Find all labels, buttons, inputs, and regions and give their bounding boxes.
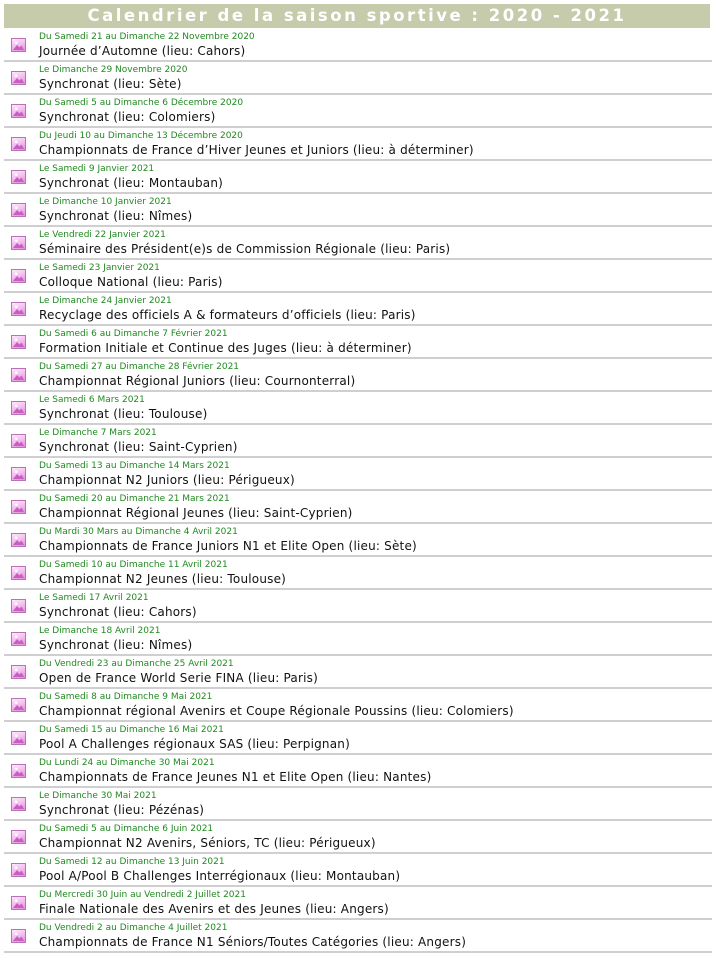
event-name: Synchronat (lieu: Nîmes) [39, 638, 193, 652]
event-name: Recyclage des officiels A & formateurs d’officiels (lieu: Paris) [39, 308, 416, 322]
event-photo-icon[interactable] [11, 269, 26, 283]
event-photo-icon[interactable] [11, 830, 26, 844]
event-row[interactable] [4, 425, 712, 458]
event-photo-icon[interactable] [11, 797, 26, 811]
image-glyph-icon [13, 40, 24, 50]
event-date: Du Samedi 12 au Dimanche 13 Juin 2021 [39, 857, 225, 867]
event-name: Synchronat (lieu: Toulouse) [39, 407, 208, 421]
event-row[interactable] [4, 62, 712, 95]
event-row[interactable] [4, 557, 712, 590]
event-photo-icon[interactable] [11, 533, 26, 547]
event-date: Le Dimanche 10 Janvier 2021 [39, 197, 172, 207]
event-name: Championnat N2 Jeunes (lieu: Toulouse) [39, 572, 287, 586]
image-glyph-icon [13, 106, 24, 116]
event-photo-icon[interactable] [11, 401, 26, 415]
event-photo-icon[interactable] [11, 170, 26, 184]
event-row[interactable] [4, 689, 712, 722]
event-date: Du Samedi 10 au Dimanche 11 Avril 2021 [39, 560, 228, 570]
event-date: Du Samedi 21 au Dimanche 22 Novembre 2020 [39, 32, 255, 42]
image-glyph-icon [13, 370, 24, 380]
event-row[interactable] [4, 392, 712, 425]
event-row[interactable] [4, 491, 712, 524]
image-glyph-icon [13, 667, 24, 677]
event-row[interactable] [4, 920, 712, 953]
event-photo-icon[interactable] [11, 467, 26, 481]
image-glyph-icon [13, 469, 24, 479]
event-photo-icon[interactable] [11, 203, 26, 217]
image-glyph-icon [13, 139, 24, 149]
event-date: Du Mardi 30 Mars au Dimanche 4 Avril 2021 [39, 527, 238, 537]
image-glyph-icon [13, 403, 24, 413]
event-row[interactable] [4, 854, 712, 887]
event-date: Du Jeudi 10 au Dimanche 13 Décembre 2020 [39, 131, 243, 141]
event-date: Du Mercredi 30 Juin au Vendredi 2 Juillet 2021 [39, 890, 246, 900]
event-name: Séminaire des Président(e)s de Commission Régionale (lieu: Paris) [39, 242, 451, 256]
event-photo-icon[interactable] [11, 71, 26, 85]
event-name: Synchronat (lieu: Cahors) [39, 605, 197, 619]
event-photo-icon[interactable] [11, 434, 26, 448]
event-date: Le Dimanche 24 Janvier 2021 [39, 296, 172, 306]
image-glyph-icon [13, 733, 24, 743]
event-name: Formation Initiale et Continue des Juges (lieu: à déterminer) [39, 341, 412, 355]
event-row[interactable] [4, 623, 712, 656]
event-photo-icon[interactable] [11, 566, 26, 580]
event-name: Synchronat (lieu: Nîmes) [39, 209, 193, 223]
event-date: Du Samedi 8 au Dimanche 9 Mai 2021 [39, 692, 213, 702]
event-row[interactable] [4, 524, 712, 557]
event-name: Championnats de France d’Hiver Jeunes et Juniors (lieu: à déterminer) [39, 143, 474, 157]
event-date: Le Dimanche 30 Mai 2021 [39, 791, 157, 801]
event-row[interactable] [4, 161, 712, 194]
image-glyph-icon [13, 634, 24, 644]
event-row[interactable] [4, 29, 712, 62]
event-date: Le Dimanche 7 Mars 2021 [39, 428, 157, 438]
event-date: Du Samedi 27 au Dimanche 28 Février 2021 [39, 362, 240, 372]
image-glyph-icon [13, 337, 24, 347]
event-name: Synchronat (lieu: Colomiers) [39, 110, 216, 124]
event-photo-icon[interactable] [11, 929, 26, 943]
page-title: Calendrier de la saison sportive : 2020 - 2021 [4, 4, 710, 28]
event-date: Du Samedi 6 au Dimanche 7 Février 2021 [39, 329, 228, 339]
event-photo-icon[interactable] [11, 698, 26, 712]
image-glyph-icon [13, 898, 24, 908]
event-row[interactable] [4, 590, 712, 623]
event-date: Le Dimanche 29 Novembre 2020 [39, 65, 188, 75]
event-name: Synchronat (lieu: Montauban) [39, 176, 224, 190]
event-row[interactable] [4, 128, 712, 161]
event-name: Journée d’Automne (lieu: Cahors) [39, 44, 246, 58]
event-list [4, 29, 712, 953]
image-glyph-icon [13, 535, 24, 545]
image-glyph-icon [13, 865, 24, 875]
event-photo-icon[interactable] [11, 368, 26, 382]
event-photo-icon[interactable] [11, 137, 26, 151]
event-row[interactable] [4, 656, 712, 689]
event-row[interactable] [4, 458, 712, 491]
event-date: Le Samedi 23 Janvier 2021 [39, 263, 160, 273]
event-row[interactable] [4, 293, 712, 326]
event-photo-icon[interactable] [11, 236, 26, 250]
event-name: Pool A Challenges régionaux SAS (lieu: Perpignan) [39, 737, 350, 751]
event-row[interactable] [4, 359, 712, 392]
event-name: Finale Nationale des Avenirs et des Jeunes (lieu: Angers) [39, 902, 389, 916]
image-glyph-icon [13, 238, 24, 248]
event-name: Championnat N2 Avenirs, Séniors, TC (lieu: Périgueux) [39, 836, 376, 850]
image-glyph-icon [13, 832, 24, 842]
event-row[interactable] [4, 722, 712, 755]
event-photo-icon[interactable] [11, 104, 26, 118]
event-row[interactable] [4, 821, 712, 854]
event-date: Du Samedi 20 au Dimanche 21 Mars 2021 [39, 494, 230, 504]
image-glyph-icon [13, 172, 24, 182]
event-date: Du Samedi 13 au Dimanche 14 Mars 2021 [39, 461, 230, 471]
event-photo-icon[interactable] [11, 764, 26, 778]
event-row[interactable] [4, 326, 712, 359]
event-photo-icon[interactable] [11, 863, 26, 877]
event-photo-icon[interactable] [11, 500, 26, 514]
event-name: Championnat Régional Jeunes (lieu: Saint-Cyprien) [39, 506, 353, 520]
event-row[interactable] [4, 194, 712, 227]
image-glyph-icon [13, 304, 24, 314]
event-name: Championnat régional Avenirs et Coupe Régionale Poussins (lieu: Colomiers) [39, 704, 514, 718]
event-name: Championnat Régional Juniors (lieu: Cournonterral) [39, 374, 356, 388]
event-date: Le Samedi 6 Mars 2021 [39, 395, 145, 405]
event-name: Pool A/Pool B Challenges Interrégionaux (lieu: Montauban) [39, 869, 401, 883]
event-row[interactable] [4, 887, 712, 920]
image-glyph-icon [13, 568, 24, 578]
event-date: Le Dimanche 18 Avril 2021 [39, 626, 161, 636]
event-name: Championnats de France N1 Séniors/Toutes Catégories (lieu: Angers) [39, 935, 467, 949]
event-photo-icon[interactable] [11, 38, 26, 52]
event-photo-icon[interactable] [11, 632, 26, 646]
event-date: Du Vendredi 2 au Dimanche 4 Juillet 2021 [39, 923, 228, 933]
event-name: Championnat N2 Juniors (lieu: Périgueux) [39, 473, 295, 487]
image-glyph-icon [13, 502, 24, 512]
image-glyph-icon [13, 766, 24, 776]
event-photo-icon[interactable] [11, 731, 26, 745]
event-name: Championnats de France Jeunes N1 et Elite Open (lieu: Nantes) [39, 770, 432, 784]
event-photo-icon[interactable] [11, 335, 26, 349]
event-row[interactable] [4, 260, 712, 293]
image-glyph-icon [13, 931, 24, 941]
event-name: Synchronat (lieu: Saint-Cyprien) [39, 440, 238, 454]
event-date: Du Lundi 24 au Dimanche 30 Mai 2021 [39, 758, 215, 768]
image-glyph-icon [13, 271, 24, 281]
event-row[interactable] [4, 788, 712, 821]
image-glyph-icon [13, 73, 24, 83]
image-glyph-icon [13, 436, 24, 446]
event-date: Du Samedi 5 au Dimanche 6 Juin 2021 [39, 824, 214, 834]
image-glyph-icon [13, 205, 24, 215]
event-photo-icon[interactable] [11, 302, 26, 316]
event-date: Du Vendredi 23 au Dimanche 25 Avril 2021 [39, 659, 234, 669]
event-name: Championnats de France Juniors N1 et Elite Open (lieu: Sète) [39, 539, 417, 553]
event-date: Le Vendredi 22 Janvier 2021 [39, 230, 166, 240]
event-date: Du Samedi 15 au Dimanche 16 Mai 2021 [39, 725, 224, 735]
event-photo-icon[interactable] [11, 599, 26, 613]
image-glyph-icon [13, 799, 24, 809]
event-name: Open de France World Serie FINA (lieu: Paris) [39, 671, 318, 685]
image-glyph-icon [13, 700, 24, 710]
event-row[interactable] [4, 95, 712, 128]
event-photo-icon[interactable] [11, 665, 26, 679]
event-row[interactable] [4, 227, 712, 260]
event-name: Synchronat (lieu: Sète) [39, 77, 182, 91]
image-glyph-icon [13, 601, 24, 611]
event-photo-icon[interactable] [11, 896, 26, 910]
event-name: Colloque National (lieu: Paris) [39, 275, 223, 289]
event-date: Le Samedi 17 Avril 2021 [39, 593, 149, 603]
event-date: Le Samedi 9 Janvier 2021 [39, 164, 155, 174]
event-name: Synchronat (lieu: Pézénas) [39, 803, 205, 817]
event-row[interactable] [4, 755, 712, 788]
event-date: Du Samedi 5 au Dimanche 6 Décembre 2020 [39, 98, 244, 108]
